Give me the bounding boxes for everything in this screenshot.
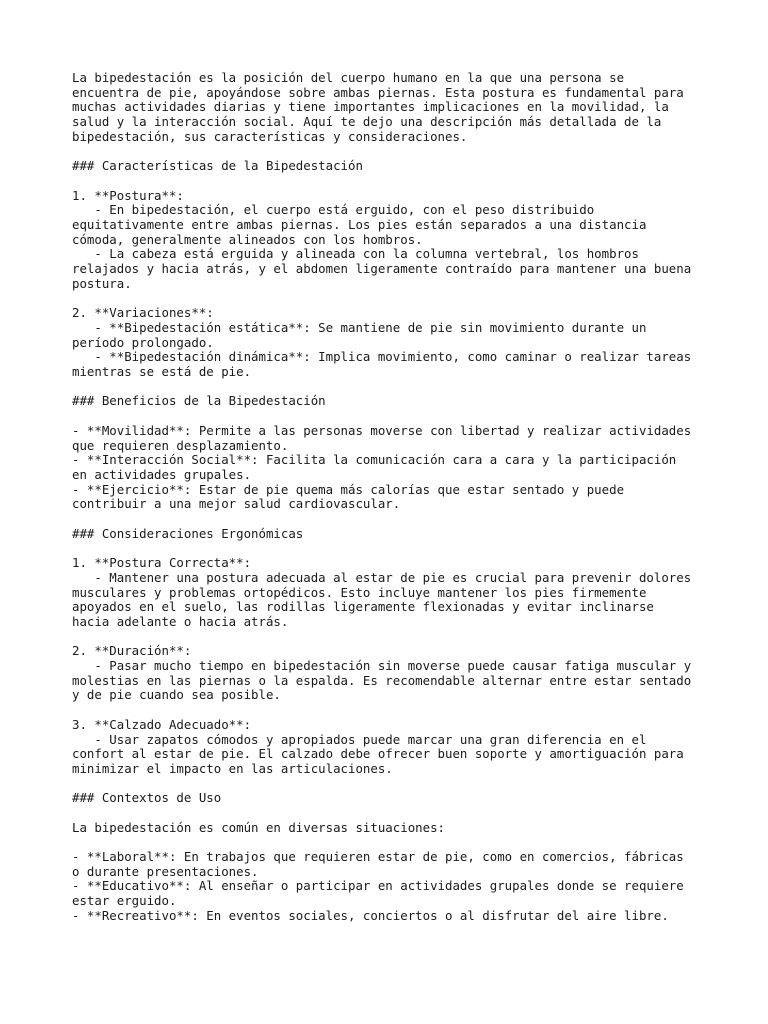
heading-consideraciones: ### Consideraciones Ergonómicas xyxy=(72,525,304,541)
heading-contextos: ### Contextos de Uso xyxy=(72,790,222,806)
contextos-list: - **Laboral**: En trabajos que requieren estar de pie, como en comercios, fábricas o durante presentaciones. - **Educativo**: Al enseñar o participar en actividades grupales donde se requiere estar erguido. - **Recreativo**: En eventos sociales, conciertos o al disfrutar del aire libre. xyxy=(72,849,684,923)
list-item-postura-correcta: 1. **Postura Correcta**: - Mantener una postura adecuada al estar de pie es crucial para prevenir dolores musculares y problemas ortopédicos. Esto incluye mantener los pies firmemente apoyados en el suelo, las rodillas ligeramente flexionadas y evitar inclinarse hacia adelante o hacia atrás. xyxy=(72,555,692,629)
list-item-duracion: 2. **Duración**: - Pasar mucho tiempo en bipedestación sin moverse puede causar fatiga muscular y molestias en las piernas o la espalda. Es recomendable alternar entre estar sentado y de pie cuando sea posible. xyxy=(72,643,692,703)
list-item-postura: 1. **Postura**: - En bipedestación, el cuerpo está erguido, con el peso distribuido equitativamente entre ambas piernas. Los pies están separados a una distancia cómoda, generalmente alineados con los hombros. - La cabeza está erguida y alineada con la columna vertebral, los hombros relajados y hacia atrás, y el abdomen ligeramente contraído para mantener una buena postura. xyxy=(72,187,692,291)
heading-caracteristicas: ### Características de la Bipedestación xyxy=(72,158,363,174)
heading-beneficios: ### Beneficios de la Bipedestación xyxy=(72,393,326,409)
list-item-variaciones: 2. **Variaciones**: - **Bipedestación estática**: Se mantiene de pie sin movimiento durante un período prolongado. - **Bipedestación dinámica**: Implica movimiento, como caminar o realizar tareas mientras se está de pie. xyxy=(72,305,692,380)
contextos-intro: La bipedestación es común en diversas situaciones: xyxy=(72,819,445,835)
intro-paragraph: La bipedestación es la posición del cuerpo humano en la que una persona se encuentra de pie, apoyándose sobre ambas piernas. Esta postura es fundamental para muchas actividades diarias y tiene importantes implicaciones en la movilidad, la salud y la interacción social. Aquí te dejo una descripción más detallada de la bipedestación, sus características y consideraciones. xyxy=(72,70,684,144)
document-body xyxy=(72,71,702,924)
list-item-calzado: 3. **Calzado Adecuado**: - Usar zapatos cómodos y apropiados puede marcar una gran diferencia en el confort al estar de pie. El calzado debe ofrecer buen soporte y amortiguación para minimizar el impacto en las articulaciones. xyxy=(72,716,684,776)
beneficios-list: - **Movilidad**: Permite a las personas moverse con libertad y realizar actividades que requieren desplazamiento. - **Interacción Social**: Facilita la comunicación cara a cara y la participación en actividades grupales. - **Ejercicio**: Estar de pie quema más calorías que estar sentado y puede contribuir a una mejor salud cardiovascular. xyxy=(72,422,692,512)
